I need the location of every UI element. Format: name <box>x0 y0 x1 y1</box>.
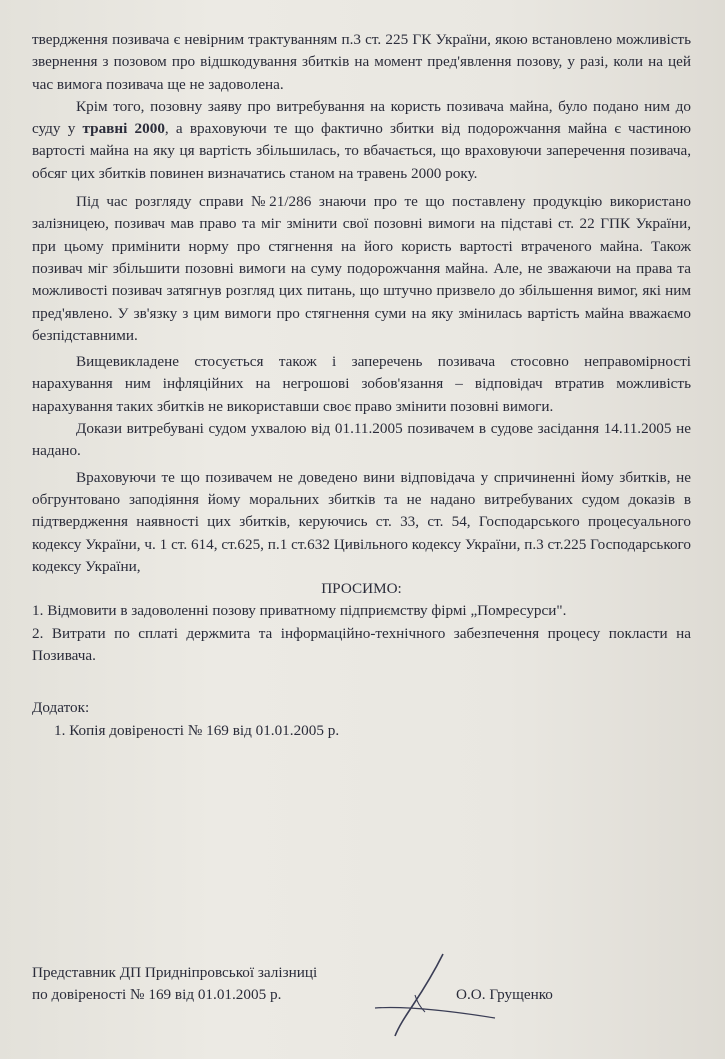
signatory-name: О.О. Грущенко <box>456 986 553 1003</box>
paragraph-2 <box>32 96 691 185</box>
handwritten-signature <box>355 950 505 1040</box>
request-item-2: 2. Витрати по сплаті держмита та інформаційно-технічного забезпечення процесу покласти на Позивача. <box>32 624 691 665</box>
paragraph-2-part-2: , а враховуючи те що фактично збитки від подорожчання майна є частиною вартості майна на яку ця вартість збільшилась, то вбачається, що враховуючи заперечення позивача, обсяг цих збитків повинен визначатись станом на травень 2000 року. <box>32 120 692 182</box>
request-item-1: 1. Відмовити в задоволенні позову приватному підприємству фірмі „Помресурси". <box>32 602 567 620</box>
attachment-heading: Додаток: <box>32 699 90 717</box>
attachment-item-1: 1. Копія довіреності № 169 від 01.01.2005 р. <box>54 721 340 739</box>
signature-line-1: Представник ДП Придніпровської залізниці <box>32 964 318 981</box>
signature-line-2: по довіреності № 169 від 01.01.2005 р. <box>32 986 282 1003</box>
paragraph-6: Враховуючи те що позивачем не доведено вини відповідача у спричиненні йому збитків, не обгрунтовано заподіяння йому моральних збитків та не надано витребуваних судом доказів в підтвердження наявності цих збитків, керуючись ст. 33, ст. 54, Господарського процесуального кодексу України, ч. 1 ст. 614, ст.625, п.1 ст.632 Цивільного кодексу України, п.3 ст.225 Господарського кодексу України, <box>32 468 691 575</box>
paragraph-2-part-1: Крім того, позовну заяву про витребування на користь позивача майна, було подано ним до суду у <box>32 97 691 138</box>
paragraph-3: Під час розгляду справи №21/286 знаючи про те що поставлену продукцію використано залізницею, позивач мав право та міг змінити свої позовні вимоги на підставі ст. 22 ГПК України, при цьому примінити норму про стягнення на його користь вартості втраченого майна. Також позивач міг збільшити позовні вимоги на суму подорожчання майна. Але, не зважаючи на права та можливості позивач затягнув розгляд цих питань, що штучно призвело до збільшення вимог, які ним пред'явлено. У зв'язку з цим вимоги про стягнення суми на яку змінилась вартість майна вважаємо безпідставними. <box>32 193 691 344</box>
request-heading: ПРОСИМО: <box>321 580 402 598</box>
paragraph-4: Вищевикладене стосується також і заперечень позивача стосовно неправомірності нарахування ним інфляційних на негрошові зобов'язання – відповідач втратив можливість нарахування таких збитків не використавши своє право змінити позовні вимоги. <box>32 353 691 415</box>
paragraph-5: Докази витребувані судом ухвалою від 01.11.2005 позивачем в судове засідання 14.11.2005 не надано. <box>32 420 691 460</box>
paragraph-2-bold-date: травні 2000 <box>82 120 165 138</box>
paragraph-1: твердження позивача є невірним трактуванням п.3 ст. 225 ГК України, якою встановлено можливість звернення з позовом про відшкодування збитків на момент пред'явлення позову, у разі, коли на цей час вимога позивача ще не задоволена. <box>32 31 691 93</box>
